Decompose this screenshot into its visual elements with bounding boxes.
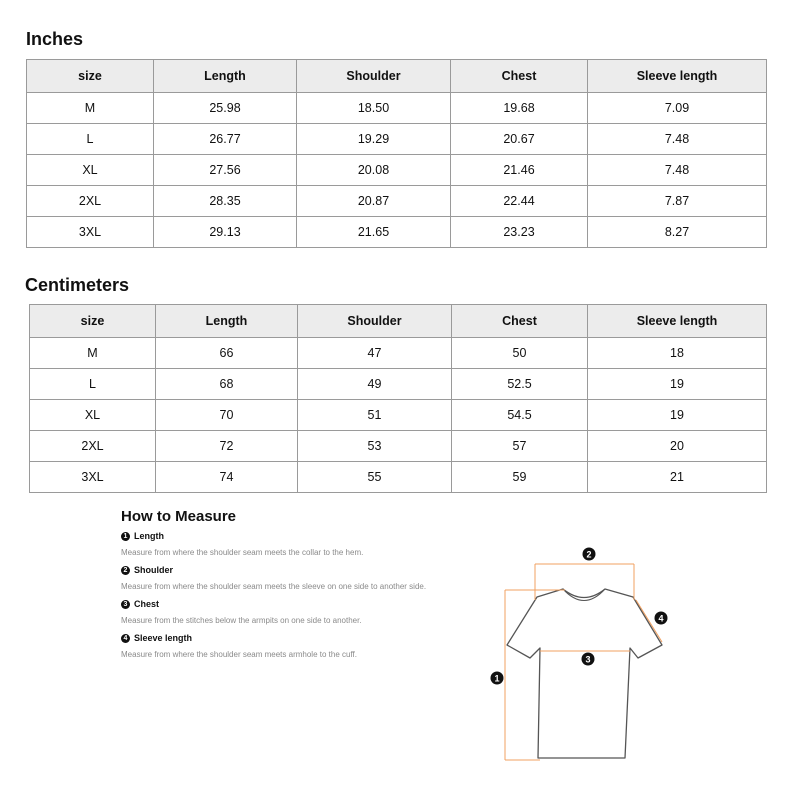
cell-shoulder: 53 [298, 431, 452, 462]
number-1-icon: 1 [121, 532, 130, 541]
cell-chest: 59 [452, 462, 588, 493]
svg-text:4: 4 [658, 613, 664, 624]
cell-chest: 50 [452, 338, 588, 369]
marker-1-icon [491, 672, 504, 685]
header-size: size [27, 60, 154, 93]
cell-size: XL [30, 400, 156, 431]
cell-sleeve-length: 20 [588, 431, 767, 462]
cell-size: M [30, 338, 156, 369]
header-length: Length [154, 60, 297, 93]
number-3-icon: 3 [121, 600, 130, 609]
cell-chest: 21.46 [451, 155, 588, 186]
cell-chest: 57 [452, 431, 588, 462]
centimeters-title: Centimeters [25, 275, 130, 295]
cell-length: 25.98 [154, 93, 297, 124]
cell-sleeve-length: 7.48 [588, 155, 767, 186]
header-sleeve-length: Sleeve length [588, 60, 767, 93]
measure-description: Measure from where the shoulder seam meets the collar to the hem. [121, 548, 364, 557]
measure-label: Sleeve length [134, 633, 193, 643]
cell-chest: 54.5 [452, 400, 588, 431]
header-chest: Chest [451, 60, 588, 93]
cell-sleeve-length: 21 [588, 462, 767, 493]
measure-description: Measure from where the shoulder seam meets the sleeve on one side to another side. [121, 582, 427, 591]
marker-3-icon [582, 653, 595, 666]
cell-sleeve-length: 19 [588, 369, 767, 400]
svg-text:1: 1 [494, 673, 500, 684]
cell-sleeve-length: 8.27 [588, 217, 767, 248]
measure-description: Measure from the stitches below the armpits on one side to another. [121, 616, 362, 625]
header-chest: Chest [452, 305, 588, 338]
header-size: size [30, 305, 156, 338]
cell-sleeve-length: 7.48 [588, 124, 767, 155]
cell-shoulder: 49 [298, 369, 452, 400]
cell-size: XL [27, 155, 154, 186]
cell-shoulder: 55 [298, 462, 452, 493]
cell-length: 70 [156, 400, 298, 431]
cell-length: 28.35 [154, 186, 297, 217]
measure-label: Shoulder [134, 565, 174, 575]
cell-size: M [27, 93, 154, 124]
cell-chest: 52.5 [452, 369, 588, 400]
svg-text:2: 2 [586, 549, 592, 560]
cell-chest: 20.67 [451, 124, 588, 155]
cell-chest: 19.68 [451, 93, 588, 124]
cell-sleeve-length: 19 [588, 400, 767, 431]
measure-label: Chest [134, 599, 160, 609]
cell-size: 2XL [27, 186, 154, 217]
number-4-icon: 4 [121, 634, 130, 643]
header-shoulder: Shoulder [297, 60, 451, 93]
cell-size: 3XL [27, 217, 154, 248]
cell-shoulder: 20.87 [297, 186, 451, 217]
measure-description: Measure from where the shoulder seam meets armhole to the cuff. [121, 650, 357, 659]
how-to-measure-title: How to Measure [121, 508, 237, 525]
cell-shoulder: 19.29 [297, 124, 451, 155]
cell-shoulder: 51 [298, 400, 452, 431]
cell-sleeve-length: 7.87 [588, 186, 767, 217]
cell-length: 72 [156, 431, 298, 462]
cell-shoulder: 20.08 [297, 155, 451, 186]
cell-shoulder: 47 [298, 338, 452, 369]
inches-title: Inches [26, 29, 84, 49]
cell-length: 66 [156, 338, 298, 369]
marker-2-icon [583, 548, 596, 561]
cell-size: 3XL [30, 462, 156, 493]
cell-size: L [27, 124, 154, 155]
svg-text:3: 3 [585, 654, 591, 665]
cell-length: 68 [156, 369, 298, 400]
header-sleeve-length: Sleeve length [588, 305, 767, 338]
cell-length: 29.13 [154, 217, 297, 248]
header-shoulder: Shoulder [298, 305, 452, 338]
cell-size: L [30, 369, 156, 400]
cell-length: 26.77 [154, 124, 297, 155]
cell-length: 27.56 [154, 155, 297, 186]
cell-sleeve-length: 7.09 [588, 93, 767, 124]
header-length: Length [156, 305, 298, 338]
cell-chest: 23.23 [451, 217, 588, 248]
cell-length: 74 [156, 462, 298, 493]
marker-4-icon [655, 612, 668, 625]
number-2-icon: 2 [121, 566, 130, 575]
cell-sleeve-length: 18 [588, 338, 767, 369]
tshirt-outline-icon [507, 589, 662, 758]
cell-chest: 22.44 [451, 186, 588, 217]
cell-size: 2XL [30, 431, 156, 462]
cell-shoulder: 18.50 [297, 93, 451, 124]
cell-shoulder: 21.65 [297, 217, 451, 248]
measure-label: Length [134, 531, 164, 541]
